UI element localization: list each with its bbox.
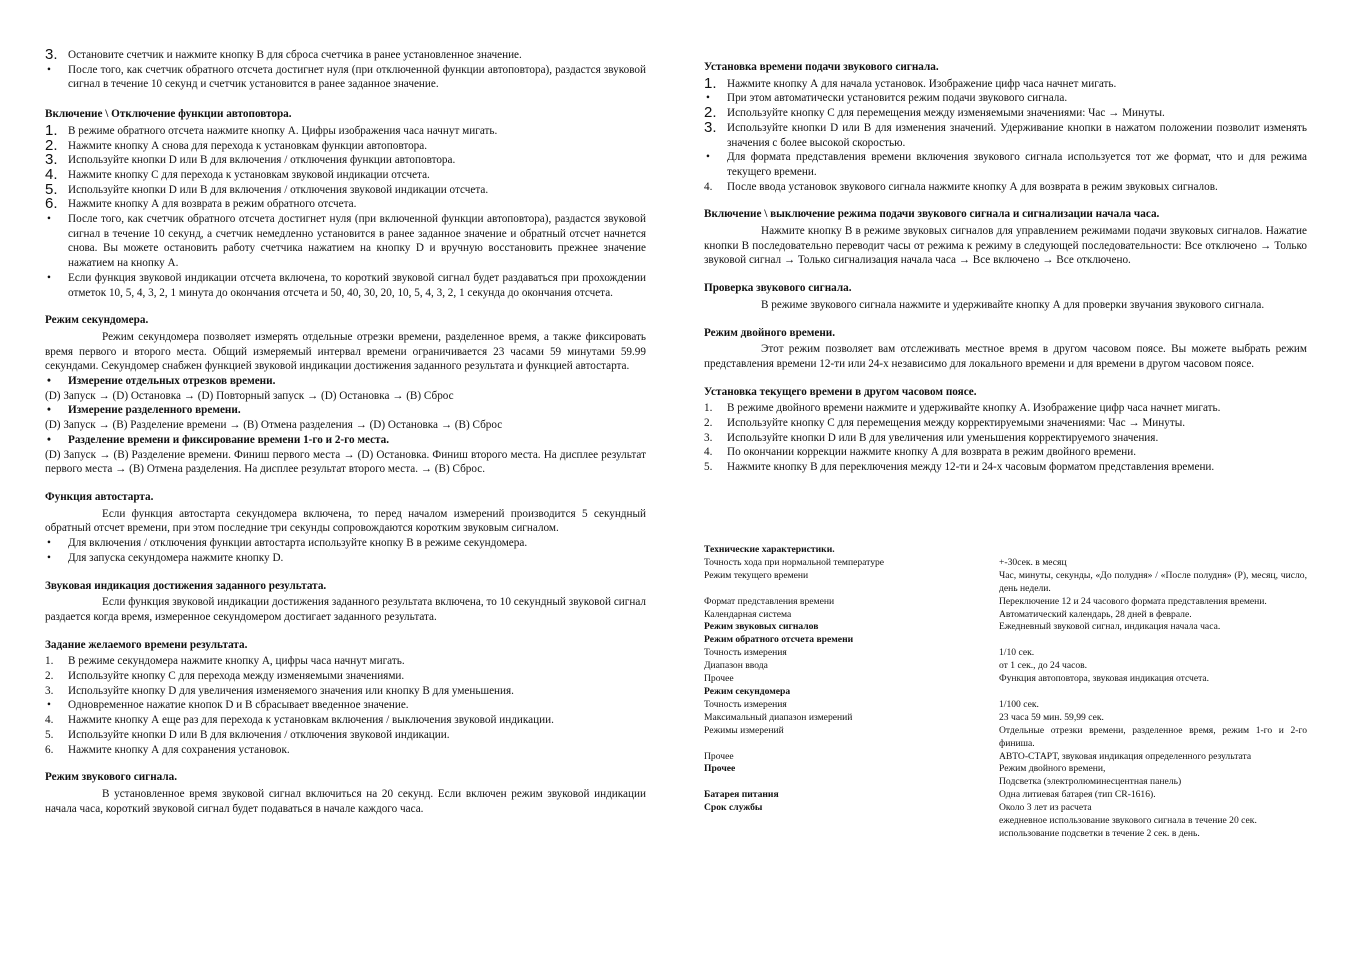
list-item-text: После того, как счетчик обратного отсчета достигнет нуля (при включенной функции автоповтора), раздастся звуковой сигнал в течение 10 секунд, а счетчик немедленно установится в ранее заданное значение и обратный отсчет начнется снова. Вы можете остановить работу счетчика нажатием на кнопку D и вручную восстановить прежнее значение нажатием на кнопку А. [68,213,646,270]
list-item [704,150,1307,179]
number-marker: 3. [45,46,58,63]
specs-rows [704,557,1307,841]
intro-list [45,48,646,92]
stopwatch-text: Режим секундомера позволяет измерять отдельные отрезки времени, разделенное время, а также фиксировать время первого и второго места. Общий измеряемый интервал времени ограничивается 23 часами 59 минутами 59.99 секундами. Секундомер снабжен функцией звуковой индикации достижения заданного результата и функцией автостарта. [45,330,646,373]
list-item-text: По окончании коррекции нажмите кнопку А для возврата в режим двойного времени. [727,446,1137,459]
list-item [45,669,646,684]
number-marker: 1. [45,655,54,668]
spec-value: +-30сек. в месяц [999,556,1067,568]
list-item [45,743,646,758]
list-item [45,121,646,139]
spec-key: Прочее [704,673,734,685]
spec-row [704,557,1307,570]
spec-row [704,609,1307,622]
list-item-text: В режиме двойного времени нажмите и удерживайте кнопку А. Изображение цифр часа начнет мигать. [727,402,1221,415]
number-marker: 2. [704,417,713,430]
alarm-set-heading: Установка времени подачи звукового сигнала. [704,61,939,73]
list-item [45,536,646,551]
stopwatch-mode-1-title: • Измерение отдельных отрезков времени. [47,375,276,388]
spec-key: Батарея питания [704,789,779,801]
list-item-text: Нажмите кнопку С для перехода к установкам звуковой индикации отсчета. [68,168,430,181]
alarm-onoff-heading: Включение \ выключение режима подачи звукового сигнала и сигнализации начала часа. [704,208,1160,221]
list-item [704,106,1307,121]
number-marker: 5. [45,728,54,741]
spec-value [999,686,1307,699]
spec-row [704,763,1307,776]
specs-title: Технические характеристики. [704,544,835,555]
number-marker: 1. [45,121,58,139]
spec-key: Календарная система [704,608,792,620]
list-item-text: Используйте кнопки D или В для увеличения или уменьшения корректируемого значения. [727,431,1159,444]
list-item [45,654,646,669]
dual-time-heading: Режим двойного времени. [704,326,836,339]
number-marker: 6. [45,195,58,213]
list-item [45,728,646,743]
spec-value: Переключение 12 и 24 часового формата представления времени. [999,595,1267,607]
alarm-onoff-text: Нажмите кнопку В в режиме звуковых сигналов для управлением режимами подачи звуковых сигналов. Нажатие кнопки В последовательно переводит часы от режима к режиму в следующей последовательности: Все отключено → Только звуковой сигнал → Только сигнализация начала часа → Все включено → Все отключено. [704,225,1307,267]
spec-row [704,660,1307,673]
number-marker: 2. [45,670,54,683]
stopwatch-mode-3-sequence: (D) Запуск → (B) Разделение времени. Финиш первого места → (D) Остановка. Финиш второго места. На дисплее результат первого места → (B) Отмена разделения. На дисплее результат второго места. → (B) Сброс. [45,448,646,476]
list-item-text: Для включения / отключения функции автостарта используйте кнопку В в режиме секундомера. [68,537,528,550]
list-item-text: В режиме секундомера нажмите кнопку А, цифры часа начнут мигать. [68,655,405,668]
spec-row [704,789,1307,802]
list-item-text: При этом автоматически установится режим подачи звукового сигнала. [727,92,1068,105]
bullet-marker: • [47,551,51,564]
number-marker: 4. [45,165,58,183]
bullet-marker: • [706,92,710,105]
list-item-text: Нажмите кнопку А снова для перехода к установкам функции автоповтора. [68,139,428,152]
list-item [45,684,646,699]
spec-value: 23 часа 59 мин. 59,99 сек. [999,711,1104,723]
target-set-heading: Задание желаемого времени результата. [45,638,248,651]
spec-key: Режимы измерений [704,724,784,736]
autorepeat-list [45,121,646,300]
number-marker: 4. [45,714,54,727]
list-item-text: Используйте кнопку С для перехода между изменяемыми значениями. [68,670,405,683]
spec-key: Максимальный диапазон измерений [704,711,853,723]
spec-row [704,815,1307,828]
list-item-text: Для запуска секундомера нажмите кнопку D. [68,551,284,564]
alarm-set-list [704,74,1307,195]
spec-value: Подсветка (электролюминесцентная панель) [999,776,1182,788]
spec-value: использование подсветки в течение 2 сек. в день. [999,827,1200,839]
spec-key [704,828,999,841]
list-item [45,197,646,212]
number-marker: 5. [704,461,713,474]
spec-value [999,634,1307,647]
list-item [704,74,1307,92]
spec-value: от 1 сек., до 24 часов. [999,660,1088,672]
bullet-marker: • [47,699,51,712]
dual-set-list [704,401,1307,475]
number-marker: 3. [704,431,713,444]
list-item [45,48,646,63]
bullet-marker: • [47,213,51,226]
spec-key: Режим звуковых сигналов [704,621,819,633]
alarm-mode-heading: Режим звукового сигнала. [45,771,178,784]
target-set-list [45,654,646,757]
number-marker: 2. [45,136,58,154]
dual-set-heading: Установка текущего времени в другом часовом поясе. [704,385,977,398]
autostart-heading: Функция автостарта. [45,490,154,503]
target-sound-text: Если функция звуковой индикации достижения заданного результата включена, то 10 секундный звуковой сигнал раздается когда время, измеренное секундомером достигает заданного результата. [45,596,646,623]
alarm-mode-text: В установленное время звуковой сигнал включиться на 20 секунд. Если включен режим звуковой индикации начала часа, короткий звуковой сигнал будет подаваться в начале каждого часа. [45,787,646,815]
list-item-text: Если функция звуковой индикации отсчета включена, то короткий звуковой сигнал будет раздаваться при прохождении отметок 10, 5, 4, 3, 2, 1 минута до окончания отсчета и 50, 40, 30, 20, 10, 5, 4, 3, 2, 1 секунда до окончания отсчета. [68,271,646,299]
list-item [45,271,646,300]
list-item-text: Используйте кнопки D или B для включения / отключения функции автоповтора. [68,154,456,167]
list-item-text: Для формата представления времени включения звукового сигнала используется тот же формат, что и для режима текущего времени. [727,151,1307,178]
number-marker: 2. [704,104,717,122]
number-marker: 3. [45,684,54,697]
number-marker: 4. [704,446,713,459]
list-item [704,180,1307,195]
spec-value: Режим двойного времени, [999,763,1106,775]
list-item [704,118,1307,150]
number-marker: 1. [704,74,717,92]
spec-row [704,596,1307,609]
bullet-marker: • [47,63,51,76]
number-marker: 1. [704,402,713,415]
spec-key: Точность хода при нормальной температуре [704,556,885,568]
spec-key: Срок службы [704,802,763,814]
list-item-text: Нажмите кнопку А еще раз для перехода к установкам включения / выключения звуковой индикации. [68,714,554,727]
list-item-text: Используйте кнопки D или B для включения / отключения звуковой индикации отсчета. [68,183,489,196]
number-marker: 3. [704,118,717,136]
autostart-list [45,536,646,565]
spec-row [704,751,1307,764]
list-item-text: Нажмите кнопку А для сохранения установок. [68,743,290,756]
list-item [45,212,646,271]
list-item [45,713,646,728]
spec-row [704,647,1307,660]
spec-key: Формат представления времени [704,595,835,607]
list-item-text: Используйте кнопку D для увеличения изменяемого значения или кнопку В для уменьшения. [68,684,514,697]
stopwatch-mode-3-title: • Разделение времени и фиксирование времени 1-го и 2-го места. [47,433,390,446]
list-item [45,551,646,566]
list-item [45,180,646,198]
bullet-marker: • [47,271,51,284]
alarm-check-heading: Проверка звукового сигнала. [704,282,852,295]
spec-key [704,815,999,828]
spec-key: Режим секундомера [704,685,791,697]
list-item [45,153,646,168]
spec-key: Прочее [704,763,736,775]
spec-value: Отдельные отрезки времени, разделенное время, режим 1-го и 2-го финиша. [999,724,1307,749]
spec-key: Прочее [704,750,734,762]
spec-value: АВТО-СТАРТ, звуковая индикация определенного результата [999,750,1252,762]
list-item-text: Используйте кнопки D или B для изменения значений. Удерживание кнопки в нажатом положении позволит изменять значения с более высокой скоростью. [727,121,1307,149]
list-item [45,165,646,183]
spec-key: Режим текущего времени [704,569,809,581]
list-item-text: Нажмите кнопку А для начала установок. Изображение цифр часа начнет мигать. [727,77,1117,90]
spec-key: Диапазон ввода [704,660,768,672]
list-item [45,136,646,154]
list-item [704,401,1307,416]
dual-time-text: Этот режим позволяет вам отслеживать местное время в другом часовом поясе. Вы можете выбрать режим представления времени 12-ти или 24-х независимо для локального времени и для времени в другом часовом поясе. [704,343,1307,370]
spec-value: Ежедневный звуковой сигнал, индикация начала часа. [999,621,1221,633]
alarm-check-text: В режиме звукового сигнала нажмите и удерживайте кнопку А для проверки звучания звукового сигнала. [761,298,1265,311]
list-item-text: Используйте кнопки D или В для включения / отключения звуковой индикации. [68,728,450,741]
spec-key: Точность измерения [704,647,787,659]
list-item-text: Нажмите кнопку А для возврата в режим обратного отсчета. [68,198,357,211]
autostart-text: Если функция автостарта секундомера включена, то перед началом измерений производится 5 секундный обратный отсчет времени, при этом последние три секунды сопровождаются коротким звуковым сигналом. [45,507,646,535]
spec-value: ежедневное использование звукового сигнала в течение 20 сек. [999,815,1257,827]
number-marker: 6. [45,743,54,756]
spec-value: Час, минуты, секунды, «До полудня» / «После полудня» (Р), месяц, число, день недели. [999,569,1307,594]
list-item-text: Остановите счетчик и нажмите кнопку В для сброса счетчика в ранее установленное значение. [68,49,522,61]
spec-value: 1/100 сек. [999,698,1039,710]
spec-value: 1/10 сек. [999,647,1035,659]
list-item-text: В режиме обратного отсчета нажмите кнопку А. Цифры изображения часа начнут мигать. [68,124,498,137]
list-item-text: Используйте кнопку С для перемещения между корректируемыми значениями: Час → Минуты. [727,417,1186,430]
spec-key [704,776,999,789]
list-item [704,91,1307,106]
specs-table [704,544,1307,841]
spec-row [704,828,1307,841]
target-sound-heading: Звуковая индикация достижения заданного результата. [45,579,327,592]
spec-value: Одна литиевая батарея (тип CR-1616). [999,789,1156,801]
list-item [704,445,1307,460]
spec-row [704,570,1307,596]
list-item [704,431,1307,446]
list-item [45,698,646,713]
list-item-text: Используйте кнопку С для перемещения между изменяемыми значениями: Час → Минуты. [727,107,1165,120]
list-item [704,416,1307,431]
list-item-text: Одновременное нажатие кнопок D и B сбрасывает введенное значение. [68,699,409,712]
spec-value: Около 3 лет из расчета [999,802,1092,814]
spec-row [704,725,1307,751]
number-marker: 5. [45,180,58,198]
list-item [704,460,1307,475]
list-item-text: После ввода установок звукового сигнала нажмите кнопку А для возврата в режим звуковых сигналов. [727,180,1218,193]
spec-row [704,699,1307,712]
number-marker: 3. [45,151,58,169]
spec-value: Функция автоповтора, звуковая индикация отсчета. [999,673,1210,685]
stopwatch-mode-2-sequence: (D) Запуск → (B) Разделение времени → (B) Отмена разделения → (D) Остановка → (B) Сброс [45,419,503,432]
spec-row [704,776,1307,789]
spec-key: Режим обратного отсчета времени [704,634,854,646]
list-item-text: Нажмите кнопку В для переключения между 12-ти и 24-х часовым форматом представления времени. [727,461,1215,474]
stopwatch-heading: Режим секундомера. [45,314,149,327]
spec-row [704,686,1307,699]
spec-row [704,673,1307,686]
right-column [704,60,1307,475]
stopwatch-mode-2-title: • Измерение разделенного времени. [47,404,241,417]
autorepeat-heading: Включение \ Отключение функции автоповтора. [45,108,292,121]
list-item-text: После того, как счетчик обратного отсчета достигнет нуля (при отключенной функции автоповтора), раздастся звуковой сигнал в течение 10 секунд и счетчик установится в ранее заданное значение. [68,63,646,91]
bullet-marker: • [706,151,710,164]
left-column [45,48,646,816]
spec-row [704,634,1307,647]
spec-key: Точность измерения [704,698,787,710]
spec-row [704,802,1307,815]
spec-row [704,712,1307,725]
bullet-marker: • [47,537,51,550]
number-marker: 4. [704,180,713,193]
spec-value: Автоматический календарь, 28 дней в феврале. [999,608,1192,620]
list-item [45,63,646,92]
stopwatch-mode-1-sequence: (D) Запуск → (D) Остановка → (D) Повторный запуск → (D) Остановка → (B) Сброс [45,389,454,402]
spec-row [704,621,1307,634]
